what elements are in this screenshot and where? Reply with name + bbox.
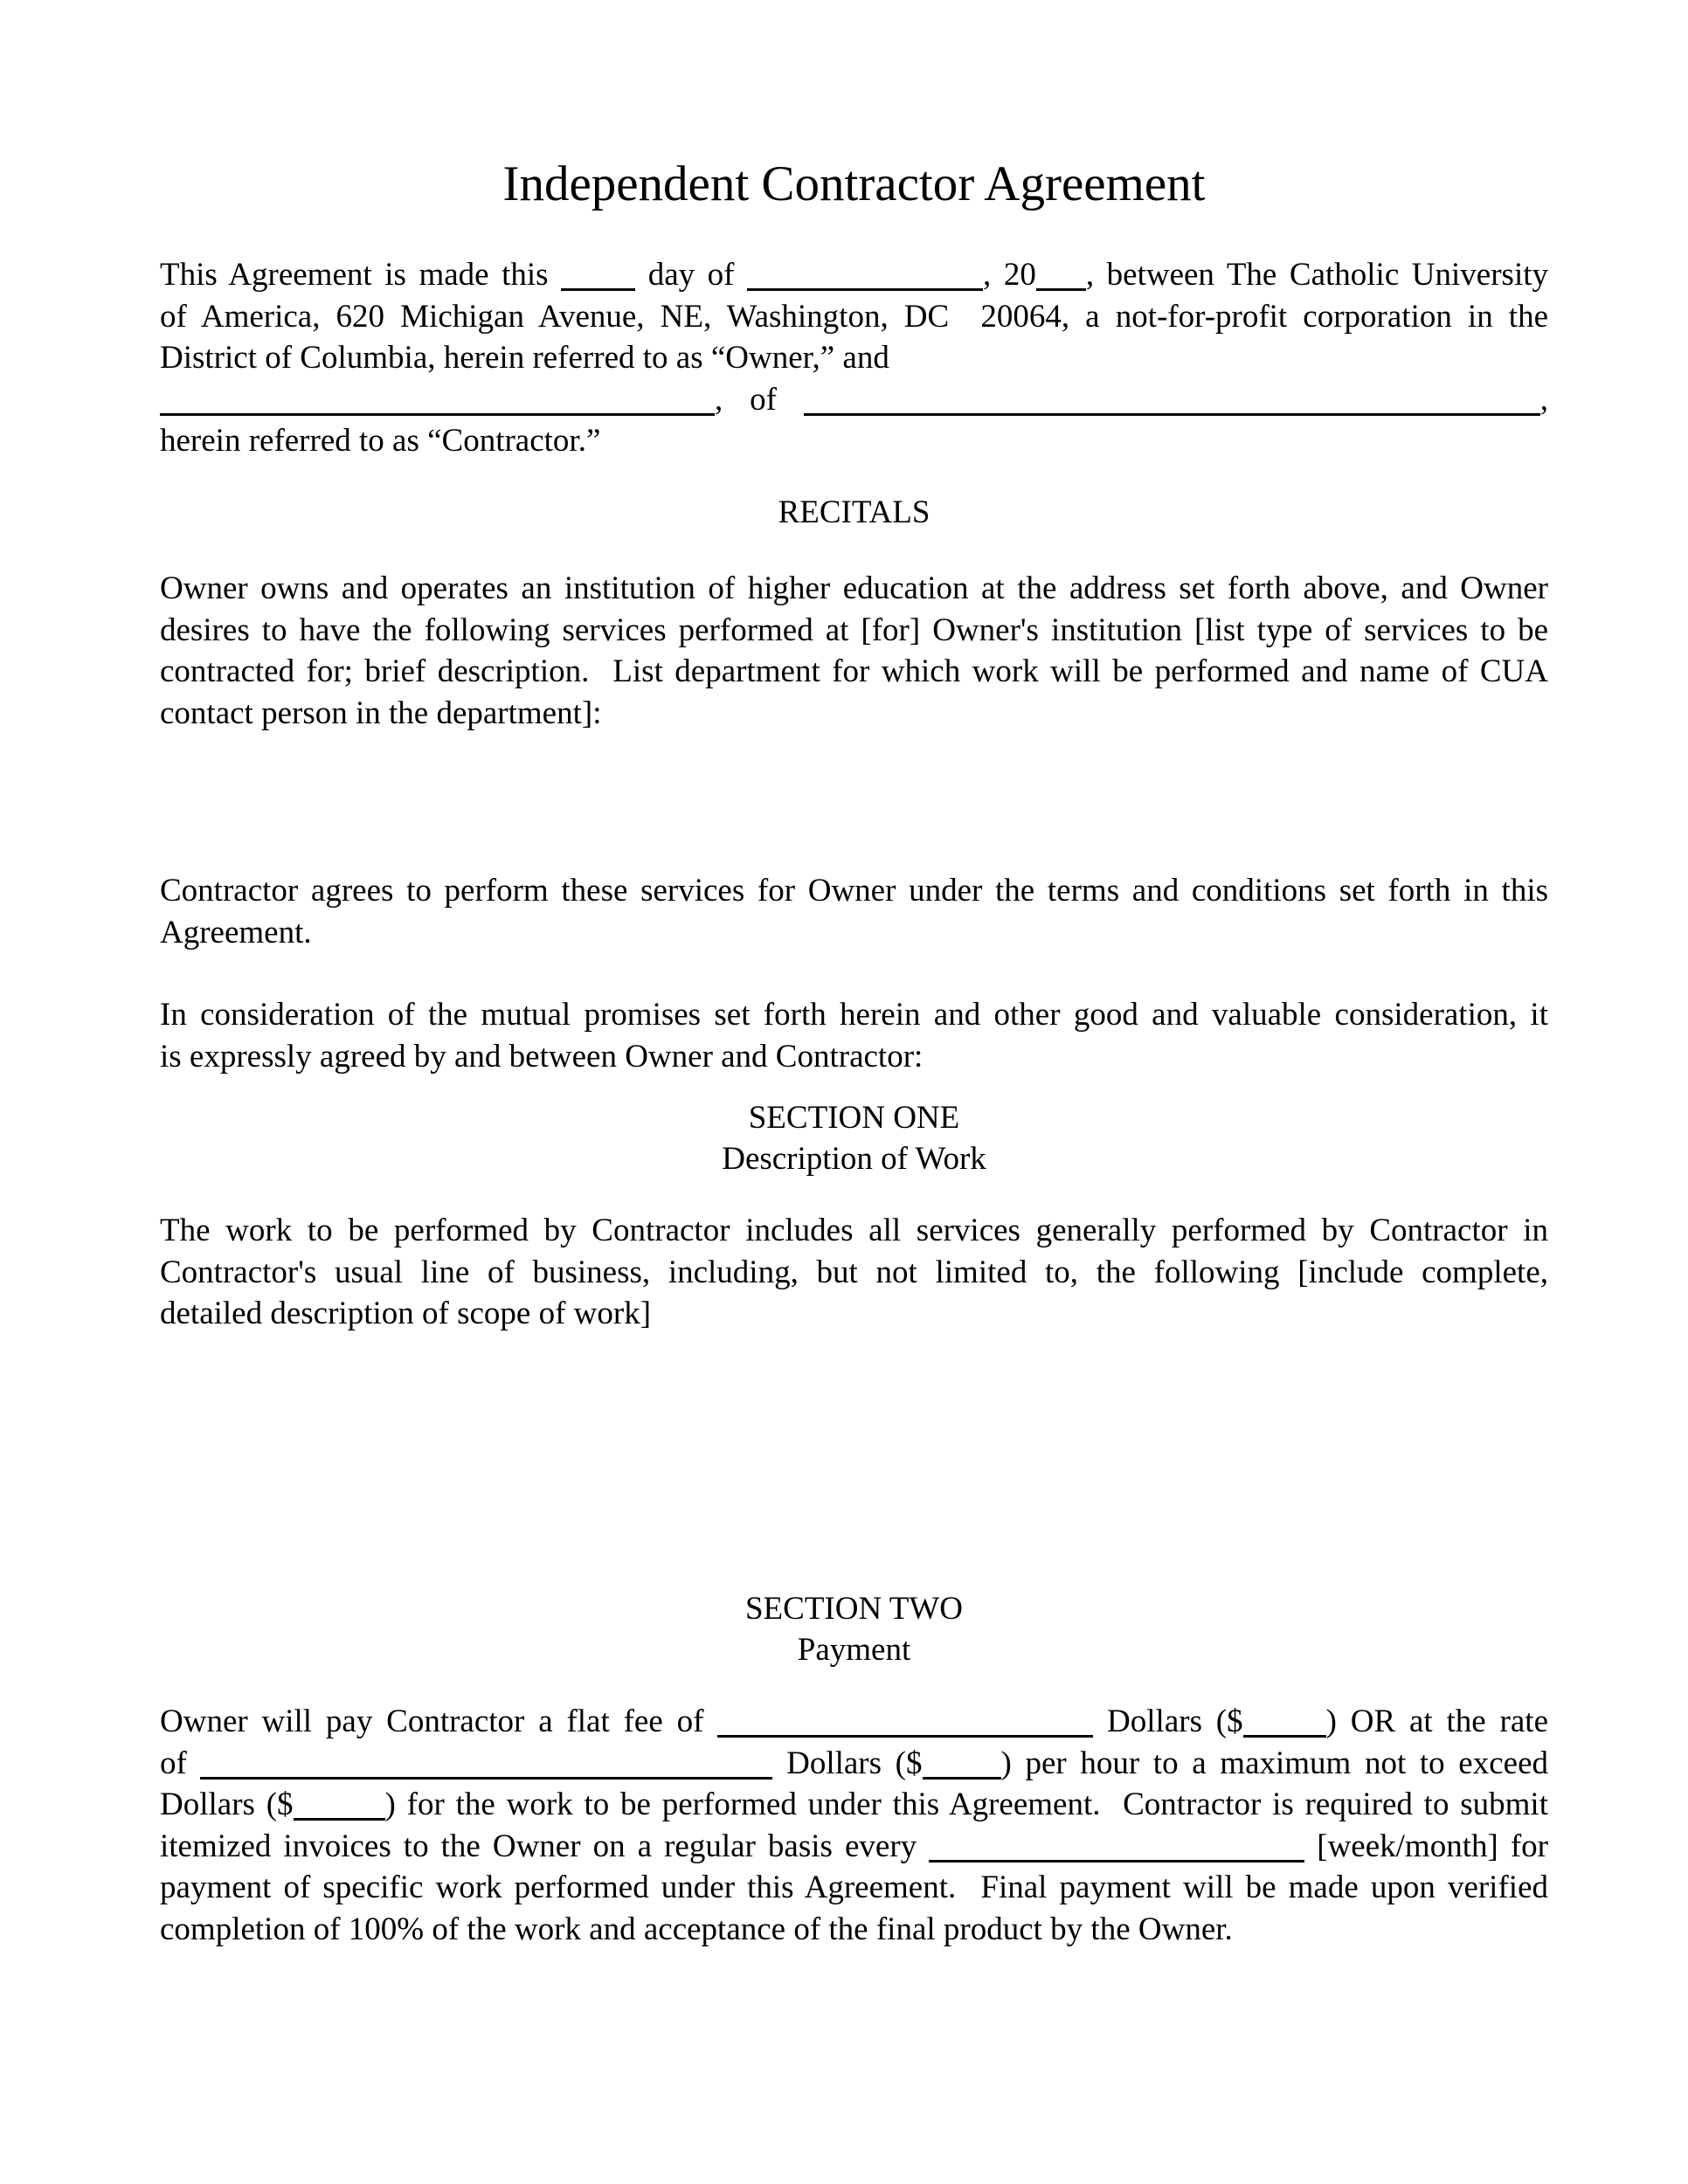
text-segment: Dollars ($ [772,1745,923,1781]
contractor-agrees-paragraph [160,870,1548,953]
text-line [160,1743,1548,1785]
text-segment: [week/month] for [1304,1828,1548,1864]
fill-in-blank-month [747,267,983,291]
fill-in-blank-flat-fee-words [717,1714,1093,1738]
text-line [160,254,1548,296]
section-two-subheading: Payment [797,1632,911,1668]
text-segment: ) for the work to be performed under this Agreement. Contractor is required to submit [384,1787,1548,1822]
document-content [160,0,1548,2184]
fill-in-blank-year [1036,267,1086,291]
text-line [160,379,1548,421]
fill-in-blank-rate-amount [923,1756,1001,1780]
text-line: Owner owns and operates an institution of higher education at the address set forth above, and Owner [160,570,1548,606]
text-line [160,1826,1548,1868]
document-title: Independent Contractor Agreement [502,156,1206,211]
fill-in-blank-maximum-amount [294,1797,385,1821]
text-line [160,1784,1548,1826]
section-one-subheading-block [160,1138,1548,1180]
text-segment: ) OR at the rate [1325,1704,1548,1739]
text-line: is expressly agreed by and between Owner and Contractor: [160,1038,924,1075]
fill-in-blank-contractor-name [160,392,715,416]
text-line: herein referred to as “Contractor.” [160,423,601,459]
fill-in-blank-invoice-interval [929,1839,1304,1863]
section-one-heading: SECTION ONE [748,1100,960,1136]
payment-paragraph [160,1701,1548,1950]
text-line [160,1701,1548,1743]
text-line: completion of 100% of the work and acceptance of the final product by the Owner. [160,1911,1233,1947]
text-segment: , of [715,381,804,418]
fill-in-blank-flat-fee-amount [1243,1714,1326,1738]
text-line: payment of specific work performed under this Agreement. Final payment will be made upon verified [160,1870,1548,1905]
section-one-subheading: Description of Work [722,1141,986,1177]
text-segment: This Agreement is made this [160,257,562,293]
recitals-paragraph [160,568,1548,734]
text-segment: itemized invoices to the Owner on a regular basis every [160,1828,930,1864]
text-segment: , 20 [983,257,1036,293]
text-line: Agreement. [160,914,312,950]
text-segment: Owner will pay Contractor a flat fee of [160,1704,718,1739]
consideration-paragraph [160,994,1548,1077]
text-line: District of Columbia, herein referred to as “Owner,” and [160,340,889,376]
section-one-paragraph [160,1210,1548,1335]
section-two-heading: SECTION TWO [744,1591,964,1627]
text-line: detailed description of scope of work] [160,1296,652,1331]
text-segment: day of [635,257,748,293]
text-segment: , between The Catholic University [1085,257,1549,293]
fill-in-blank-rate-words [200,1756,772,1780]
text-line: contracted for; brief description. List department for which work will be performed and name of CUA [160,653,1548,689]
intro-paragraph [160,254,1548,462]
section-two-subheading-block [160,1629,1548,1671]
text-segment: Dollars ($ [1093,1704,1243,1739]
section-one-heading-block [160,1097,1548,1139]
text-segment: , [1539,381,1548,418]
recitals-heading-block [160,492,1548,534]
text-segment: of [160,1745,201,1781]
document-title-block [160,156,1548,213]
recitals-heading: RECITALS [778,494,930,530]
section-two-heading-block [160,1588,1548,1630]
text-line: The work to be performed by Contractor includes all services generally performed by Contractor in [160,1213,1548,1248]
fill-in-blank-contractor-address [804,392,1540,416]
text-segment: ) per hour to a maximum not to exceed [1000,1745,1548,1781]
text-line: Contractor's usual line of business, including, but not limited to, the following [include complete, [160,1254,1548,1290]
text-line: of America, 620 Michigan Avenue, NE, Washington, DC 20064, a not-for-profit corporation in the [160,298,1548,335]
text-line: contact person in the department]: [160,695,602,731]
text-segment: Dollars ($ [160,1787,294,1822]
text-line: desires to have the following services performed at [for] Owner's institution [list type of services to be [160,612,1548,648]
text-line: In consideration of the mutual promises set forth herein and other good and valuable consideration, it [160,997,1548,1033]
text-line: Contractor agrees to perform these services for Owner under the terms and conditions set forth in this [160,873,1548,909]
fill-in-blank-day [561,267,635,291]
